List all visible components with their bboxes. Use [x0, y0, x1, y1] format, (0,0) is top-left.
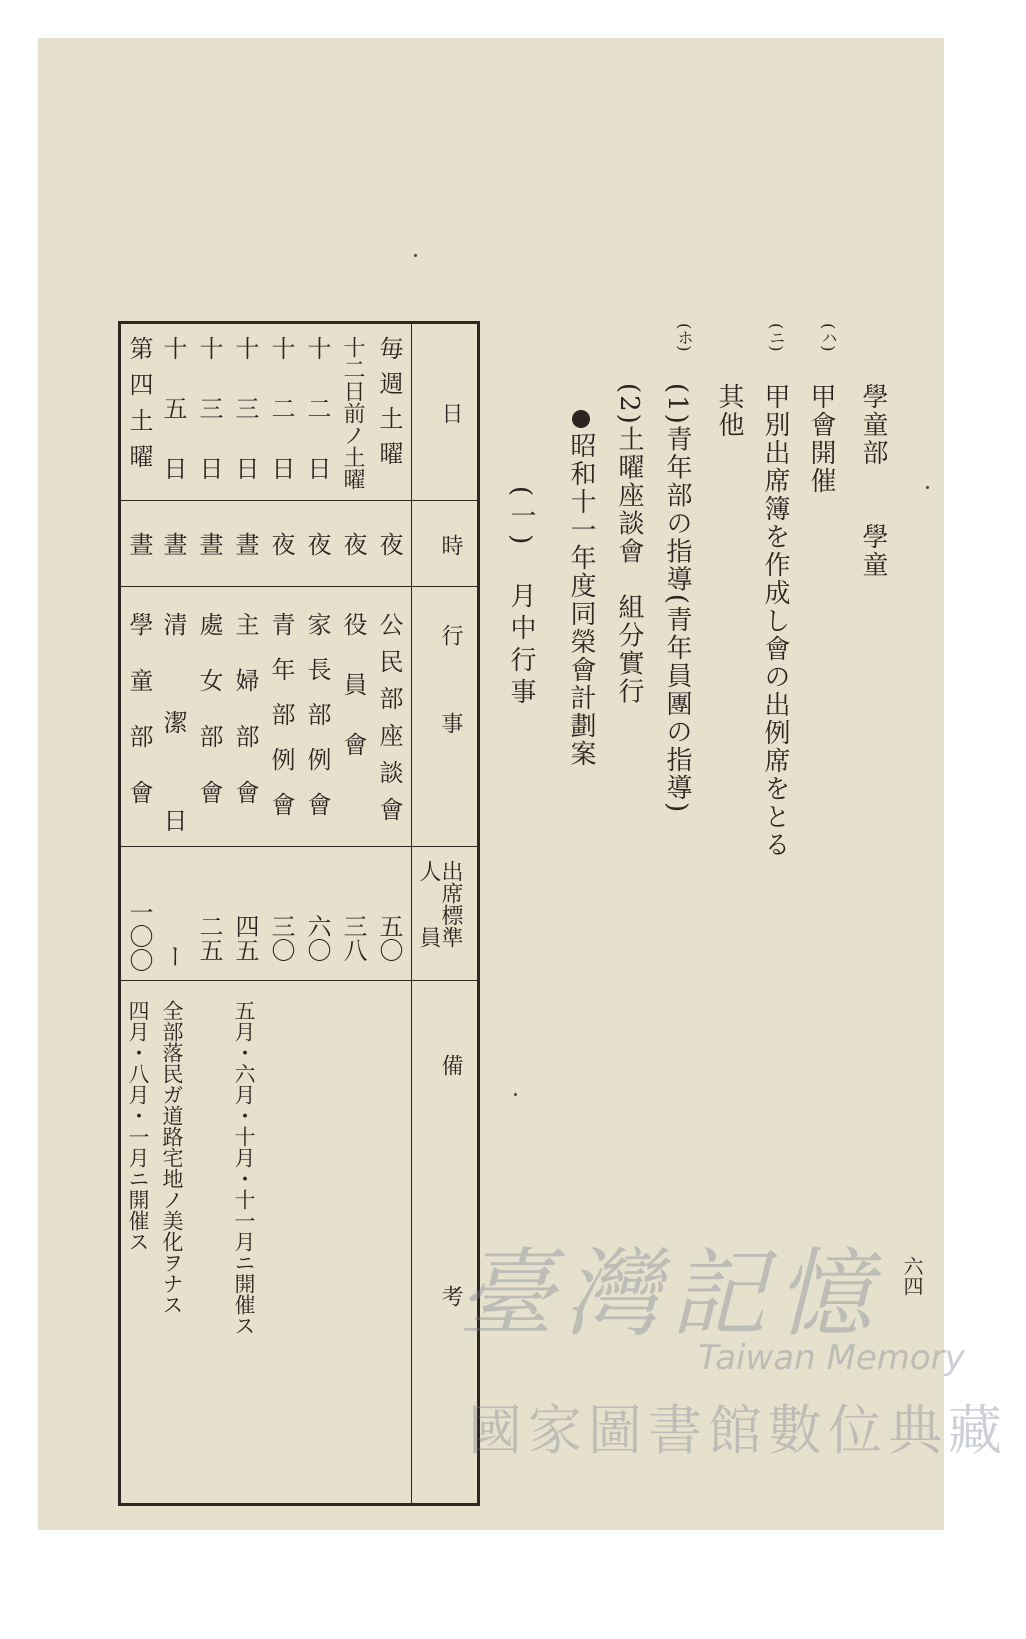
- row-time: 夜: [303, 532, 331, 556]
- row-divider-date: [121, 500, 477, 501]
- row-date: 第四土曜: [125, 336, 153, 480]
- row-time: 夜: [339, 532, 367, 556]
- sub-item-1: (1)青年部の指導(青年員團の指導): [662, 383, 692, 815]
- row-time: 夜: [267, 532, 295, 556]
- row-note: 五月・六月・十月・十一月ニ開催ス: [232, 1000, 256, 1336]
- row-time: 晝: [159, 532, 187, 556]
- row-event: 家長部例會: [303, 612, 331, 837]
- row-time: 晝: [231, 532, 259, 556]
- row-date: 十 五 日: [159, 336, 187, 486]
- row-count: 六〇: [303, 914, 331, 962]
- header-attendance-2: 人 員: [416, 860, 441, 948]
- row-time: 夜: [375, 532, 403, 556]
- row-count: 四五: [231, 914, 259, 962]
- header-column-divider: [411, 324, 412, 1503]
- library-watermark: [438, 1218, 1008, 1478]
- row-divider-attendance: [121, 980, 477, 981]
- row-count: 三〇: [267, 914, 295, 962]
- header-notes: 備 考: [438, 1054, 463, 1318]
- row-date: 十 二 日: [303, 336, 331, 486]
- print-speck: [414, 254, 417, 257]
- header-date: 日: [438, 402, 463, 424]
- sub-item-2: (2)土曜座談會 組分實行: [614, 383, 644, 706]
- row-event: 青年部例會: [267, 612, 295, 837]
- row-date: 十 三 日: [195, 336, 223, 486]
- watermark-chinese: 臺灣記憶: [458, 1238, 882, 1350]
- row-event: 清潔日: [159, 612, 187, 906]
- print-speck: [926, 486, 929, 489]
- item-ni-sub: 甲別出席簿を作成し會の出例席をとる: [760, 383, 790, 859]
- row-note: 全部落民ガ道路宅地ノ美化ヲナス: [160, 1000, 184, 1315]
- book-page: [38, 38, 1008, 1530]
- item-ho-text: 其他: [714, 383, 744, 439]
- item-ha-text: 學童部 學童: [858, 383, 888, 579]
- row-count: 五〇: [375, 914, 403, 962]
- row-note: 四月・八月・一月ニ開催ス: [126, 1000, 150, 1252]
- watermark-library: 國家圖書館數位典藏: [468, 1399, 1008, 1462]
- plan-title-text: 昭和十一年度同榮會計劃案: [566, 432, 596, 768]
- header-event: 行 事: [438, 624, 463, 734]
- page-number: 六四: [900, 1256, 924, 1296]
- row-divider-time: [121, 586, 477, 587]
- plan-title: [568, 410, 594, 768]
- print-speck: [514, 1093, 517, 1096]
- row-time: 晝: [195, 532, 223, 556]
- row-event: 主婦部會: [231, 612, 259, 836]
- row-date: 十 三 日: [231, 336, 259, 486]
- row-date: 毎週土曜: [375, 336, 403, 476]
- row-count: 一〇〇: [125, 900, 153, 972]
- row-count: 二五: [195, 914, 223, 962]
- monthly-schedule-table: [118, 321, 480, 1506]
- item-ni: [767, 323, 836, 495]
- item-ha-mark: (ハ): [819, 323, 838, 352]
- row-event: 公民部座談會: [375, 612, 403, 834]
- item-ho: [675, 323, 744, 439]
- row-count: 三八: [339, 914, 367, 962]
- row-date: 十 二 日: [267, 336, 295, 486]
- watermark-english: Taiwan Memory: [698, 1338, 965, 1378]
- row-time: 晝: [125, 532, 153, 556]
- section-heading: (一) 月中行事: [506, 486, 536, 711]
- header-attendance-1: 出席標準: [438, 860, 463, 948]
- plan-bullet: [572, 410, 590, 428]
- item-ho-mark: (ホ): [675, 323, 694, 352]
- row-event: 學童部會: [125, 612, 153, 836]
- row-count: ー: [159, 944, 187, 968]
- header-time: 時: [438, 534, 463, 556]
- item-ni-mark: (ニ): [767, 323, 786, 352]
- row-event: 處女部會: [195, 612, 223, 836]
- item-ni-text: 甲會開催: [806, 383, 836, 495]
- row-date: 十二日前ノ土曜: [340, 336, 365, 490]
- row-event: 役 員 會: [339, 612, 367, 762]
